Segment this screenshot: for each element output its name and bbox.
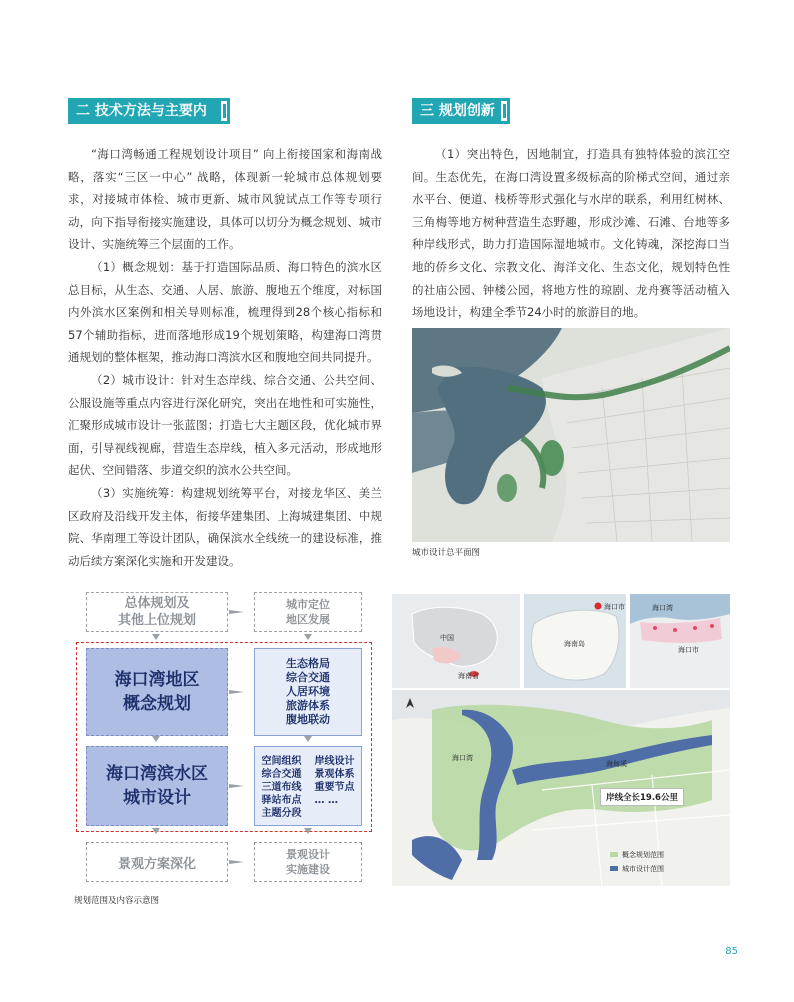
diagram-item-stations: 驿站布点: [261, 795, 302, 806]
diagram-item-shoreline: 岸线设计: [314, 756, 355, 767]
paragraph-concept-planning: （1）概念规划：基于打造国际品质、海口特色的滨水区总目标，从生态、交通、人居、旅游、腹地五个维度，对标国内外滨水区案例和相关导则标准，梳理得到28个核心指标和57个辅助指标，进而落地形成19个规划策略，构建海口湾贯通规划的整体框架，推动海口湾滨水区和腹地空间共同提升。: [68, 259, 382, 365]
diagram-box-city-positioning: [254, 592, 362, 632]
diagram-concept-line2: 概念规划: [123, 694, 191, 714]
label-haikou-city: 海口市: [604, 603, 625, 611]
map-planning-scope: [392, 690, 730, 886]
diagram-concept-line1: 海口湾地区: [114, 670, 200, 690]
label-hainan-island: 海南岛: [564, 640, 585, 648]
diagram-box-urban-items: [254, 746, 362, 826]
section-heading-innovation-tab: [498, 98, 514, 124]
right-column-text: [412, 143, 730, 324]
label-haikou-city-2: 海口市: [678, 646, 699, 654]
diagram-implementation-line2: 实施建设: [286, 863, 330, 876]
diagram-item-traffic2: 综合交通: [261, 769, 302, 780]
map-haikou-locator: [630, 594, 730, 688]
diagram-item-tourism: 旅游体系: [286, 699, 330, 712]
diagram-implementation-line1: 景观设计: [286, 848, 330, 861]
section-heading-methods-text: 二 技术方法与主要内容: [76, 103, 207, 145]
diagram-master-plan-line1: 总体规划及: [124, 596, 190, 611]
diagram-city-positioning-line2: 地区发展: [286, 613, 330, 626]
paragraph-urban-design: （2）城市设计：针对生态岸线、综合交通、公共空间、公服设施等重点内容进行深化研究，突出在地性和可实施性，汇聚形成城市设计一张蓝图；打造七大主题区段，优化城市界面，引导视线视廊，营造生态岸线，植入多元活动，形成地形起伏、空间错落、步道交织的滨水公共空间。: [68, 372, 382, 478]
diagram-item-ecology: 生态格局: [286, 657, 330, 670]
section-heading-methods-tab: [218, 98, 234, 124]
diagram-urban-line2: 城市设计: [123, 788, 191, 808]
diagram-item-traffic: 综合交通: [286, 671, 330, 684]
label-river: 海甸溪: [606, 760, 627, 768]
urban-design-master-plan-map: [412, 328, 730, 542]
planning-scope-diagram: [74, 590, 376, 890]
diagram-item-landscape: 景观体系: [314, 769, 355, 780]
label-hainan-province: 海南省: [458, 672, 479, 680]
diagram-box-landscape-implementation: [254, 842, 362, 882]
china-map-svg: [392, 594, 520, 688]
diagram-item-three-lanes: 三道布线: [261, 782, 302, 793]
coast-length-badge: [600, 788, 684, 806]
caption-master-plan: 城市设计总平面图: [412, 548, 481, 558]
map-china-location: [392, 594, 520, 688]
section-heading-methods: [68, 98, 218, 145]
label-china: 中国: [440, 634, 454, 642]
diagram-item-space: 空间组织: [261, 756, 302, 767]
diagram-item-etc: … …: [314, 795, 338, 806]
paragraph-intro: “海口湾畅通工程规划设计项目” 向上衔接国家和海南战略，落实“三区一中心” 战略，体现新一轮城市总体规划要求，对接城市体检、城市更新、城市风貌试点工作等专项行动，向下指导衔接实施建设，具体可以切分为概念规划、城市设计、实施统筹三个层面的工作。: [68, 147, 382, 252]
section-heading-innovation: [412, 98, 498, 124]
caption-diagram: 规划范围及内容示意图: [74, 896, 160, 906]
paragraph-implementation: （3）实施统筹：构建规划统筹平台，对接龙华区、美兰区政府及沿线开发主体，衔接华建集团、上海城建集团、中规院、华南理工等设计团队，确保滨水全线统一的建设标准，推动后续方案深化实施和开发建设。: [68, 485, 382, 568]
label-haikou-bay-top: 海口湾: [652, 604, 673, 612]
diagram-urban-line1: 海口湾滨水区: [106, 764, 208, 784]
page-number: 85: [725, 946, 738, 957]
diagram-box-concept-planning: [86, 648, 228, 736]
diagram-item-themes: 主题分段: [261, 808, 302, 819]
diagram-box-landscape-deepening: [86, 842, 228, 882]
diagram-master-plan-line2: 其他上位规划: [117, 613, 196, 628]
coast-length-text: 岸线全长19.6公里: [606, 793, 678, 803]
section-heading-innovation-text: 三 规划创新: [420, 103, 495, 119]
legend-urban-scope: 城市设计范围: [622, 865, 664, 873]
diagram-urban-items-left-col: [262, 755, 302, 820]
haikou-locator-svg: [630, 594, 730, 688]
left-column-text: [68, 143, 382, 572]
diagram-urban-items-right-col: [315, 755, 355, 807]
hainan-map-svg: [524, 594, 626, 688]
paragraph-features: （1）突出特色，因地制宜，打造具有独特体验的滨江空间。生态优先，在海口湾设置多级标高的阶梯式空间，通过亲水平台、便道、栈桥等形式强化与水岸的联系，利用红树林、三角梅等地方树种营造生态野趣，形成沙滩、石滩、台地等多种岸线形式，助力打造国际湿地城市。文化铸魂，深挖海口当地的侨乡文化、宗教文化、海洋文化、生态文化，规划特色性的社庙公园、钟楼公园，将地方性的琼剧、龙舟赛等活动植入场地设计，构建全季节24小时的旅游目的地。: [412, 147, 730, 320]
master-plan-svg: [412, 328, 730, 542]
label-bay: 海口湾: [452, 754, 473, 762]
legend-concept-scope: 概念规划范围: [622, 851, 664, 859]
diagram-box-concept-items: [254, 648, 362, 736]
diagram-city-positioning-line1: 城市定位: [286, 598, 330, 611]
diagram-landscape-deepening-text: 景观方案深化: [117, 856, 196, 872]
diagram-item-living: 人居环境: [286, 685, 330, 698]
map-hainan-island: [524, 594, 626, 688]
diagram-item-nodes: 重要节点: [314, 782, 355, 793]
diagram-item-hinterland: 腹地联动: [286, 713, 330, 726]
diagram-box-master-plan: [86, 592, 228, 632]
diagram-box-urban-design: [86, 746, 228, 826]
